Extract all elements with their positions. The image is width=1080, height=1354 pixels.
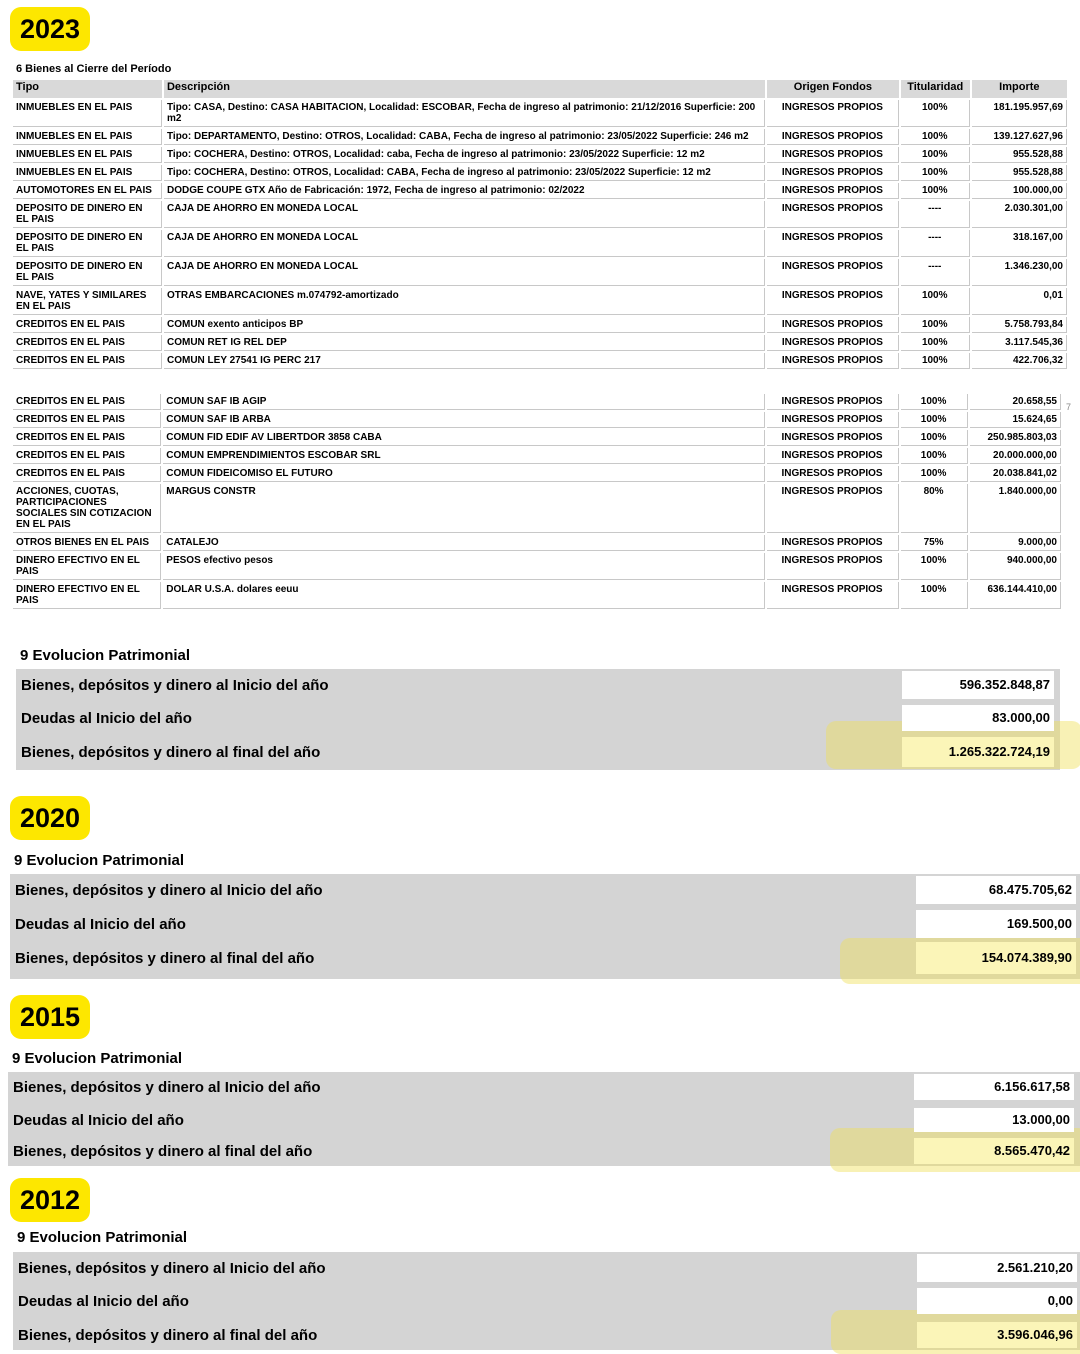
evolucion-deudas-label-2023: Deudas al Inicio del año [21,710,192,727]
table-row [13,335,1067,351]
cell-origen: INGRESOS PROPIOS [767,466,899,482]
col-tipo-header: Tipo [13,80,162,98]
cell-origen: INGRESOS PROPIOS [767,201,899,228]
cell-origen: INGRESOS PROPIOS [767,412,899,428]
evolucion-panel-2015 [8,1072,1080,1166]
cell-tipo: DEPOSITO DE DINERO EN EL PAIS [13,230,162,257]
table-row [13,201,1067,228]
table-row [13,412,1061,428]
cell-descripcion: Tipo: COCHERA, Destino: OTROS, Localidad: CABA, Fecha de ingreso al patrimonio: 23/05/2022 Superficie: 12 m2 [164,165,765,181]
table-row [13,394,1061,410]
evolucion-inicio-label-2015: Bienes, depósitos y dinero al Inicio del año [13,1079,321,1096]
evolucion-panel-2023 [16,669,1060,770]
cell-descripcion: DODGE COUPE GTX Año de Fabricación: 1972, Fecha de ingreso al patrimonio: 02/2022 [164,183,765,199]
cell-importe: 955.528,88 [972,165,1067,181]
bienes-section-title: 6 Bienes al Cierre del Período [16,63,172,75]
evolucion-deudas-label-2015: Deudas al Inicio del año [13,1112,184,1129]
cell-tipo: DEPOSITO DE DINERO EN EL PAIS [13,201,162,228]
cell-descripcion: PESOS efectivo pesos [163,553,764,580]
evolucion-deudas-label-2012: Deudas al Inicio del año [18,1293,189,1310]
table-row [13,165,1067,181]
cell-importe: 250.985.803,03 [970,430,1061,446]
cell-importe: 3.117.545,36 [972,335,1067,351]
cell-tipo: INMUEBLES EN EL PAIS [13,165,162,181]
evolucion-final-label-2012: Bienes, depósitos y dinero al final del año [18,1327,318,1344]
cell-descripcion: COMUN exento anticipos BP [164,317,765,333]
cell-importe: 1.840.000,00 [970,484,1061,533]
cell-descripcion: Tipo: CASA, Destino: CASA HABITACION, Localidad: ESCOBAR, Fecha de ingreso al patrimonio: 21/12/2016 Superficie: 200 m2 [164,100,765,127]
cell-importe: 20.000.000,00 [970,448,1061,464]
cell-titularidad: 100% [901,412,968,428]
col-descripcion-header: Descripción [164,80,765,98]
cell-origen: INGRESOS PROPIOS [767,100,899,127]
table-row [13,535,1061,551]
cell-importe: 15.624,65 [970,412,1061,428]
evolucion-deudas-value-2012: 0,00 [917,1288,1077,1314]
table-row [13,582,1061,609]
year-badge-2023: 2023 [10,7,90,51]
cell-origen: INGRESOS PROPIOS [767,582,899,609]
cell-descripcion: CATALEJO [163,535,764,551]
cell-origen: INGRESOS PROPIOS [767,165,899,181]
cell-origen: INGRESOS PROPIOS [767,288,899,315]
evolucion-inicio-label-2023: Bienes, depósitos y dinero al Inicio del año [21,677,329,694]
col-origen-header: Origen Fondos [767,80,899,98]
cell-titularidad: 100% [901,288,970,315]
evolucion-inicio-label-2020: Bienes, depósitos y dinero al Inicio del año [15,882,323,899]
cell-importe: 422.706,32 [972,353,1067,369]
cell-descripcion: COMUN LEY 27541 IG PERC 217 [164,353,765,369]
table-row [13,259,1067,286]
cell-titularidad: 100% [901,147,970,163]
cell-descripcion: DOLAR U.S.A. dolares eeuu [163,582,764,609]
cell-origen: INGRESOS PROPIOS [767,230,899,257]
cell-origen: INGRESOS PROPIOS [767,430,899,446]
cell-titularidad: 100% [901,129,970,145]
cell-descripcion: CAJA DE AHORRO EN MONEDA LOCAL [164,259,765,286]
cell-importe: 9.000,00 [970,535,1061,551]
cell-tipo: DINERO EFECTIVO EN EL PAIS [13,553,161,580]
cell-titularidad: 100% [901,100,970,127]
cell-origen: INGRESOS PROPIOS [767,147,899,163]
cell-importe: 2.030.301,00 [972,201,1067,228]
cell-origen: INGRESOS PROPIOS [767,448,899,464]
table-row [13,430,1061,446]
cell-origen: INGRESOS PROPIOS [767,335,899,351]
cell-descripcion: MARGUS CONSTR [163,484,764,533]
cell-tipo: OTROS BIENES EN EL PAIS [13,535,161,551]
cell-tipo: CREDITOS EN EL PAIS [13,317,162,333]
table-row [13,230,1067,257]
cell-descripcion: Tipo: DEPARTAMENTO, Destino: OTROS, Localidad: CABA, Fecha de ingreso al patrimonio: 23/05/2022 Superficie: 246 m2 [164,129,765,145]
evolucion-deudas-label-2020: Deudas al Inicio del año [15,916,186,933]
year-badge-2020: 2020 [10,796,90,840]
cell-descripcion: CAJA DE AHORRO EN MONEDA LOCAL [164,230,765,257]
cell-tipo: CREDITOS EN EL PAIS [13,448,161,464]
cell-importe: 20.038.841,02 [970,466,1061,482]
cell-importe: 636.144.410,00 [970,582,1061,609]
cell-tipo: AUTOMOTORES EN EL PAIS [13,183,162,199]
evolucion-inicio-value-2020: 68.475.705,62 [916,876,1076,904]
cell-titularidad: 100% [901,353,970,369]
cell-tipo: CREDITOS EN EL PAIS [13,430,161,446]
evolucion-final-value-2012: 3.596.046,96 [917,1322,1077,1348]
cell-tipo: INMUEBLES EN EL PAIS [13,147,162,163]
cell-titularidad: 100% [901,466,968,482]
table-row [13,183,1067,199]
table-row [13,466,1061,482]
cell-descripcion: COMUN SAF IB AGIP [163,394,764,410]
evolucion-final-value-2020: 154.074.389,90 [916,942,1076,974]
cell-importe: 0,01 [972,288,1067,315]
evolucion-inicio-value-2012: 2.561.210,20 [917,1254,1077,1282]
cell-descripcion: COMUN RET IG REL DEP [164,335,765,351]
cell-tipo: CREDITOS EN EL PAIS [13,466,161,482]
evolucion-final-value-2015: 8.565.470,42 [914,1138,1074,1164]
cell-titularidad: 80% [901,484,968,533]
cell-descripcion: COMUN FID EDIF AV LIBERTDOR 3858 CABA [163,430,764,446]
cell-descripcion: COMUN SAF IB ARBA [163,412,764,428]
table-row [13,288,1067,315]
cell-origen: INGRESOS PROPIOS [767,317,899,333]
evolucion-deudas-value-2015: 13.000,00 [914,1108,1074,1132]
cell-origen: INGRESOS PROPIOS [767,353,899,369]
evolucion-final-label-2015: Bienes, depósitos y dinero al final del año [13,1143,313,1160]
cell-origen: INGRESOS PROPIOS [767,259,899,286]
cell-importe: 5.758.793,84 [972,317,1067,333]
table-row [13,317,1067,333]
bienes-table-body [13,100,1067,369]
cell-titularidad: 75% [901,535,968,551]
cell-origen: INGRESOS PROPIOS [767,553,899,580]
cell-importe: 1.346.230,00 [972,259,1067,286]
cell-titularidad: 100% [901,448,968,464]
cell-tipo: CREDITOS EN EL PAIS [13,335,162,351]
cell-titularidad: 100% [901,183,970,199]
bienes-table-continued [11,392,1063,611]
cell-descripcion: CAJA DE AHORRO EN MONEDA LOCAL [164,201,765,228]
cell-descripcion: Tipo: COCHERA, Destino: OTROS, Localidad: caba, Fecha de ingreso al patrimonio: 23/05/2022 Superficie: 12 m2 [164,147,765,163]
table-row [13,100,1067,127]
cell-origen: INGRESOS PROPIOS [767,394,899,410]
table-row [13,129,1067,145]
cell-descripcion: OTRAS EMBARCACIONES m.074792-amortizado [164,288,765,315]
cell-tipo: NAVE, YATES Y SIMILARES EN EL PAIS [13,288,162,315]
cell-descripcion: COMUN EMPRENDIMIENTOS ESCOBAR SRL [163,448,764,464]
evolucion-title-2020: 9 Evolucion Patrimonial [14,852,185,869]
col-importe-header: Importe [972,80,1067,98]
cell-tipo: INMUEBLES EN EL PAIS [13,100,162,127]
cell-titularidad: 100% [901,430,968,446]
cell-titularidad: 100% [901,317,970,333]
cell-origen: INGRESOS PROPIOS [767,129,899,145]
cell-descripcion: COMUN FIDEICOMISO EL FUTURO [163,466,764,482]
cell-origen: INGRESOS PROPIOS [767,183,899,199]
evolucion-deudas-value-2023: 83.000,00 [902,705,1054,731]
cell-tipo: CREDITOS EN EL PAIS [13,353,162,369]
evolucion-final-value-2023: 1.265.322.724,19 [902,737,1054,767]
evolucion-panel-2020 [10,874,1080,979]
cell-titularidad: 100% [901,165,970,181]
table-row [13,448,1061,464]
cell-importe: 940.000,00 [970,553,1061,580]
page-side-mark: 7 [1066,402,1072,412]
cell-titularidad: 100% [901,582,968,609]
cell-titularidad: ---- [901,259,970,286]
cell-importe: 100.000,00 [972,183,1067,199]
cell-titularidad: 100% [901,553,968,580]
cell-importe: 181.195.957,69 [972,100,1067,127]
table-row [13,553,1061,580]
evolucion-final-label-2023: Bienes, depósitos y dinero al final del año [21,744,321,761]
cell-importe: 139.127.627,96 [972,129,1067,145]
cell-tipo: DEPOSITO DE DINERO EN EL PAIS [13,259,162,286]
cell-origen: INGRESOS PROPIOS [767,484,899,533]
cell-tipo: INMUEBLES EN EL PAIS [13,129,162,145]
cell-titularidad: ---- [901,201,970,228]
cell-titularidad: ---- [901,230,970,257]
cell-tipo: CREDITOS EN EL PAIS [13,394,161,410]
evolucion-title-2015: 9 Evolucion Patrimonial [12,1050,183,1067]
evolucion-panel-2012 [13,1252,1080,1350]
cell-importe: 318.167,00 [972,230,1067,257]
evolucion-inicio-value-2023: 596.352.848,87 [902,671,1054,699]
evolucion-deudas-value-2020: 169.500,00 [916,910,1076,938]
table-row [13,353,1067,369]
evolucion-title-2023: 9 Evolucion Patrimonial [20,647,191,664]
evolucion-inicio-value-2015: 6.156.617,58 [914,1074,1074,1100]
evolucion-inicio-label-2012: Bienes, depósitos y dinero al Inicio del año [18,1260,326,1277]
cell-titularidad: 100% [901,335,970,351]
bienes-table-body-continued [13,394,1061,609]
table-row [13,484,1061,533]
evolucion-final-label-2020: Bienes, depósitos y dinero al final del año [15,950,315,967]
cell-importe: 955.528,88 [972,147,1067,163]
year-badge-2015: 2015 [10,995,90,1039]
year-badge-2012: 2012 [10,1178,90,1222]
cell-importe: 20.658,55 [970,394,1061,410]
table-row [13,147,1067,163]
cell-tipo: DINERO EFECTIVO EN EL PAIS [13,582,161,609]
cell-titularidad: 100% [901,394,968,410]
bienes-header-row [13,80,1067,98]
cell-tipo: CREDITOS EN EL PAIS [13,412,161,428]
evolucion-title-2012: 9 Evolucion Patrimonial [17,1229,188,1246]
cell-origen: INGRESOS PROPIOS [767,535,899,551]
cell-tipo: ACCIONES, CUOTAS, PARTICIPACIONES SOCIALES SIN COTIZACION EN EL PAIS [13,484,161,533]
col-titularidad-header: Titularidad [901,80,970,98]
bienes-table [11,78,1069,371]
